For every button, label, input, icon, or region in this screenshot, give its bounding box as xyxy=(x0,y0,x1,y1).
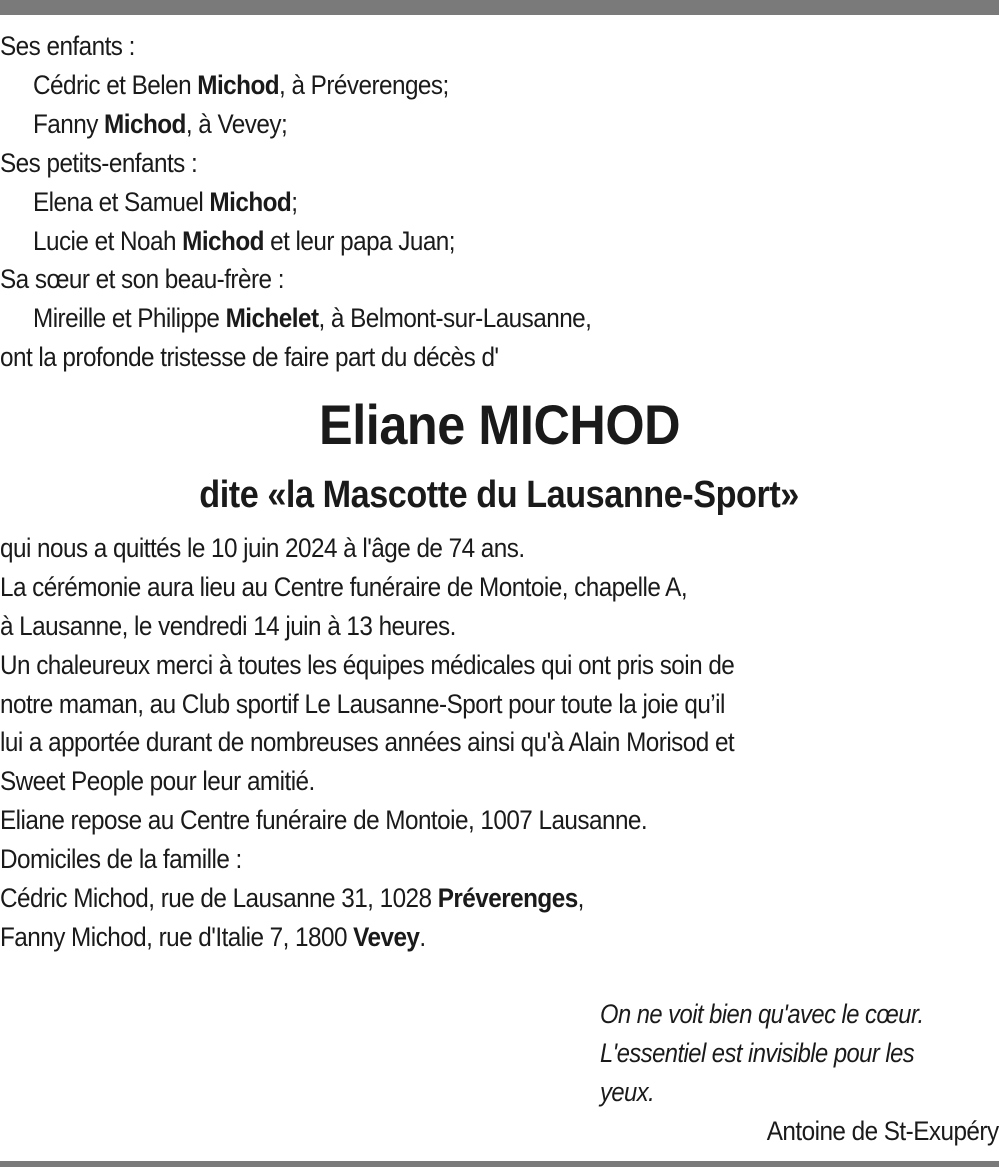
quote-line-1-text: On ne voit bien qu'avec le cœur. xyxy=(600,999,924,1029)
child-1-surname: Michod xyxy=(197,70,280,100)
grandchild-2 xyxy=(33,222,455,261)
quote-author xyxy=(767,1112,999,1151)
quote-line-3 xyxy=(600,1073,654,1112)
address-1-end: , xyxy=(577,883,584,913)
child-2-surname: Michod xyxy=(104,109,186,139)
address-2-end: . xyxy=(419,922,426,952)
sister-names: Mireille et Philippe xyxy=(33,303,226,333)
address-1-city: Préverenges xyxy=(437,883,578,913)
grandchild-1-names: Elena et Samuel xyxy=(33,187,210,217)
announcement xyxy=(0,338,499,377)
deceased-name-text: Eliane MICHOD xyxy=(318,393,681,456)
body-line-1 xyxy=(0,529,525,568)
child-2-place: , à Vevey; xyxy=(185,109,288,139)
address-1 xyxy=(0,879,584,918)
body-line-1-text: qui nous a quittés le 10 juin 2024 à l'âge de 74 ans. xyxy=(0,533,525,563)
deceased-alias-text: dite «la Mascotte du Lausanne-Sport» xyxy=(199,474,800,516)
body-line-7-text: Sweet People pour leur amitié. xyxy=(0,766,315,796)
grandchild-2-surname: Michod xyxy=(182,226,264,256)
sister-line xyxy=(33,299,591,338)
body-line-4 xyxy=(0,646,734,685)
body-line-2-text: La cérémonie aura lieu au Centre funéraire de Montoie, chapelle A, xyxy=(0,572,688,602)
grandchild-1-end: ; xyxy=(291,187,298,217)
grandchild-1-surname: Michod xyxy=(209,187,292,217)
deceased-alias xyxy=(0,470,999,520)
address-2 xyxy=(0,918,426,957)
sister-place: , à Belmont-sur-Lausanne, xyxy=(318,303,592,333)
child-2 xyxy=(33,105,287,144)
body-line-3 xyxy=(0,607,456,646)
child-1-place: , à Préverenges; xyxy=(279,70,449,100)
children-heading xyxy=(0,27,135,66)
sister-surname: Michelet xyxy=(225,303,319,333)
quote-line-1 xyxy=(600,995,924,1034)
body-line-6-text: lui a apportée durant de nombreuses années ainsi qu'à Alain Morisod et xyxy=(0,727,735,757)
body-line-7 xyxy=(0,762,315,801)
grandchild-2-end: et leur papa Juan; xyxy=(263,226,455,256)
children-heading-text: Ses enfants : xyxy=(0,31,135,61)
body-line-2 xyxy=(0,568,687,607)
body-line-5 xyxy=(0,685,725,724)
body-line-8 xyxy=(0,801,647,840)
top-rule xyxy=(0,0,999,15)
sister-heading-text: Sa sœur et son beau-frère : xyxy=(0,264,284,294)
body-line-3-text: à Lausanne, le vendredi 14 juin à 13 heures. xyxy=(0,611,456,641)
quote-line-2 xyxy=(600,1034,914,1073)
child-1 xyxy=(33,66,449,105)
body-line-6 xyxy=(0,723,734,762)
child-1-names: Cédric et Belen xyxy=(33,70,198,100)
address-2-text: Fanny Michod, rue d'Italie 7, 1800 xyxy=(0,922,354,952)
quote-line-3-text: yeux. xyxy=(600,1077,655,1107)
quote-line-2-text: L'essentiel est invisible pour les xyxy=(600,1038,915,1068)
quote-author-text: Antoine de St-Exupéry xyxy=(767,1116,999,1146)
body-line-9-text: Domiciles de la famille : xyxy=(0,844,242,874)
announcement-text: ont la profonde tristesse de faire part du décès d' xyxy=(0,342,499,372)
bottom-rule xyxy=(0,1161,999,1167)
address-2-city: Vevey xyxy=(353,922,420,952)
grandchildren-heading-text: Ses petits-enfants : xyxy=(0,148,198,178)
grandchildren-heading xyxy=(0,144,197,183)
sister-heading xyxy=(0,260,284,299)
deceased-name xyxy=(0,390,999,460)
body-line-9 xyxy=(0,840,242,879)
address-1-text: Cédric Michod, rue de Lausanne 31, 1028 xyxy=(0,883,438,913)
body-line-4-text: Un chaleureux merci à toutes les équipes médicales qui ont pris soin de xyxy=(0,650,735,680)
child-2-names: Fanny xyxy=(33,109,105,139)
body-line-5-text: notre maman, au Club sportif Le Lausanne-Sport pour toute la joie qu’il xyxy=(0,689,725,719)
grandchild-2-names: Lucie et Noah xyxy=(33,226,183,256)
body-line-8-text: Eliane repose au Centre funéraire de Montoie, 1007 Lausanne. xyxy=(0,805,648,835)
grandchild-1 xyxy=(33,183,297,222)
